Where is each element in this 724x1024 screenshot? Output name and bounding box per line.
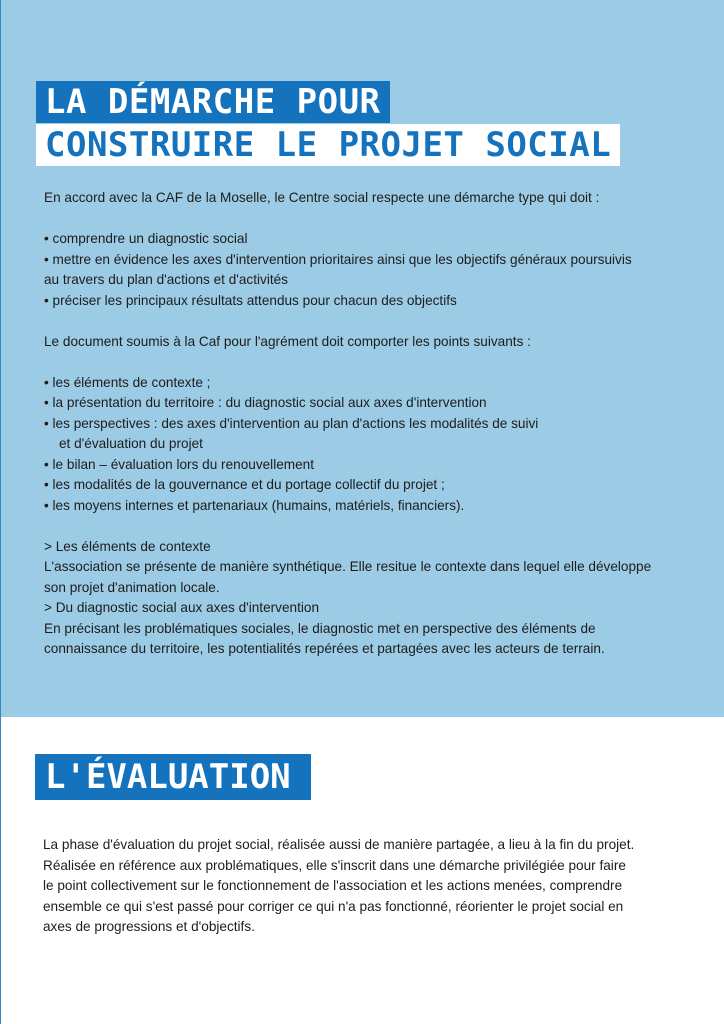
bullet-line: et d'évaluation du projet (59, 436, 203, 451)
context-line: L'association se présente de manière synthétique. Elle resitue le contexte dans lequel elle développe (44, 559, 652, 574)
context-line: > Les éléments de contexte (44, 538, 211, 554)
context-line: > Du diagnostic social aux axes d'intervention (44, 600, 320, 615)
evaluation-line: Réalisée en référence aux problématiques, elle s'inscrit dans une démarche privilégiée pour faire (43, 857, 626, 873)
intro-text: En accord avec la CAF de la Moselle, le Centre social respecte une démarche type qui doit : (44, 190, 600, 205)
bullet-line: • le bilan – évaluation lors du renouvellement (44, 456, 315, 472)
evaluation-title: L'ÉVALUATION (35, 754, 311, 800)
demarche-body (44, 188, 651, 660)
bullet-line: • les éléments de contexte ; (44, 374, 211, 390)
bullet-line: • comprendre un diagnostic social (44, 231, 248, 246)
evaluation-line: le point collectivement sur le fonctionnement de l'association et les actions menées, comprendre (43, 878, 623, 893)
bullet-line: au travers du plan d'actions et d'activités (44, 272, 288, 287)
evaluation-body (43, 835, 634, 938)
evaluation-line: ensemble ce qui s'est passé pour corriger ce qui n'a pas fonctionné, réorienter le projet social en (43, 898, 624, 914)
bullet-line: • la présentation du territoire : du diagnostic social aux axes d'intervention (44, 395, 487, 410)
bullet-line: • mettre en évidence les axes d'intervention prioritaires ainsi que les objectifs généraux poursuivis (44, 251, 632, 267)
evaluation-line: La phase d'évaluation du projet social, réalisée aussi de manière partagée, a lieu à la fin du projet. (43, 837, 635, 852)
context-line: connaissance du territoire, les potentialités repérées et partagées avec les acteurs de terrain. (44, 641, 605, 656)
bullet-line: • les perspectives : des axes d'intervention au plan d'actions les modalités de suivi (44, 415, 539, 431)
bullet-line: • préciser les principaux résultats attendus pour chacun des objectifs (44, 292, 457, 308)
bullet-line: • les modalités de la gouvernance et du portage collectif du projet ; (44, 477, 445, 492)
intro2-text: Le document soumis à la Caf pour l'agrément doit comporter les points suivants : (44, 333, 531, 349)
context-line: son projet d'animation locale. (44, 579, 220, 595)
evaluation-line: axes de progressions et d'objectifs. (43, 919, 255, 934)
context-line: En précisant les problématiques sociales, le diagnostic met en perspective des éléments de (44, 620, 596, 636)
bullet-line: • les moyens internes et partenariaux (humains, matériels, financiers). (44, 497, 465, 513)
title-line-1: LA DÉMARCHE POUR (36, 81, 390, 123)
title-line-2: CONSTRUIRE LE PROJET SOCIAL (36, 124, 620, 166)
demarche-title (36, 81, 620, 166)
